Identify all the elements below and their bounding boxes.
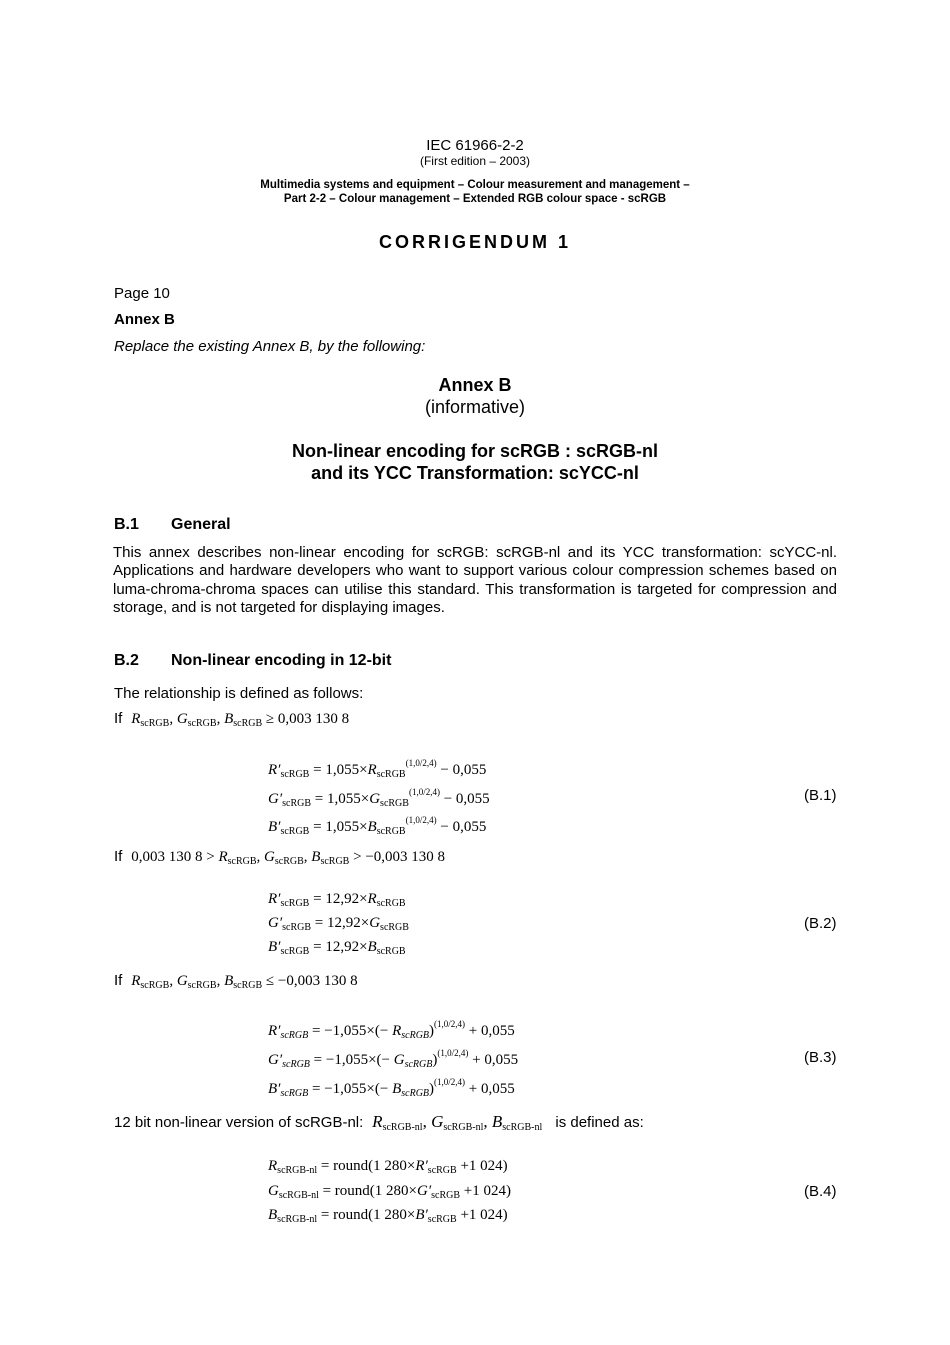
page-reference: Page 10	[114, 285, 170, 302]
eq-b3-g: $G'_{scRGB} = -1,055\times(- G_{scRGB})^{(1,0/2,4)} + 0,055$	[268, 1048, 519, 1070]
eq-number-b4: (B.4)	[804, 1183, 837, 1200]
condition-1	[114, 710, 349, 729]
eq-number-b3: (B.3)	[804, 1049, 837, 1066]
eq-b4-b: $B_{scRGB-nl}$ = round(1 $280\times B'_{scRGB} +1$ 024)	[268, 1207, 508, 1225]
eq-b3-r: $R'_{scRGB} = -1,055\times(- R_{scRGB})^{(1,0/2,4)} + 0,055$	[268, 1019, 515, 1041]
annex-reference: Annex B	[114, 311, 175, 328]
nl-intro-line	[114, 1112, 644, 1133]
eq-b2-b: $B'_{scRGB} = 12,92\times B_{scRGB}$	[268, 939, 406, 957]
relationship-intro: The relationship is defined as follows:	[114, 685, 364, 702]
section-b1-heading	[114, 516, 231, 534]
eq-b1-b: $B'_{scRGB} = 1,055\times B_{scRGB}^{(1,0/2,4)} - 0,055$	[268, 815, 487, 837]
annex-type: (informative)	[424, 397, 526, 417]
section-b2-heading	[114, 652, 391, 670]
standard-title-line2: Part 2-2 – Colour management – Extended RGB colour space - scRGB	[283, 193, 667, 205]
condition-2	[114, 848, 445, 867]
standard-title	[0, 178, 950, 206]
condition-3	[114, 972, 358, 991]
annex-heading: Annex B	[438, 375, 512, 395]
corrigendum-heading: CORRIGENDUM 1	[378, 232, 571, 252]
section-b1-title: General	[171, 516, 231, 533]
standard-title-line1: Multimedia systems and equipment – Colour measurement and management –	[260, 179, 690, 191]
eq-b1-g: $G'_{scRGB} = 1,055\times G_{scRGB}^{(1,0/2,4)} - 0,055$	[268, 787, 490, 809]
nl-variables: $R_{scRGB-nl}$, $G_{scRGB-nl}$, $B_{scRGB-nl}$	[372, 1112, 543, 1133]
annex-title	[0, 440, 950, 484]
standard-id: IEC 61966-2-2	[426, 137, 524, 154]
section-b2-number: B.2	[114, 652, 139, 669]
eq-b1-r: $R'_{scRGB} = 1,055\times R_{scRGB}^{(1,0/2,4)} - 0,055$	[268, 758, 487, 780]
annex-title-line1: Non-linear encoding for scRGB : scRGB-nl	[291, 441, 659, 461]
edition: (First edition – 2003)	[419, 154, 531, 168]
section-b1-number: B.1	[114, 516, 139, 533]
if-label: If	[114, 710, 123, 727]
eq-number-b2: (B.2)	[804, 915, 837, 932]
eq-b2-r: $R'_{scRGB} = 12,92\times R_{scRGB}$	[268, 891, 406, 909]
condition-1-expr: $R_{scRGB}$, $G_{scRGB}$, $B_{scRGB} \ge 0,003$ 130 8	[131, 711, 350, 729]
eq-b3-b: $B'_{scRGB} = -1,055\times(- B_{scRGB})^{(1,0/2,4)} + 0,055$	[268, 1077, 515, 1099]
section-b2-title: Non-linear encoding in 12-bit	[171, 652, 392, 669]
annex-title-line2: and its YCC Transformation: scYCC-nl	[311, 463, 639, 483]
if-label: If	[114, 848, 123, 865]
replace-instruction: Replace the existing Annex B, by the following:	[114, 338, 426, 355]
nl-outro-text: is defined as:	[555, 1114, 644, 1131]
section-b1-text: This annex describes non-linear encoding for scRGB: scRGB-nl and its YCC transformation: scYCC-nl. Applications and hardware developers who want to support various colour compression schemes based on luma-chroma-chroma spaces can utilise this standard. This transformation is targeted for compression and storage, and is not targeted for displaying images.	[113, 544, 837, 617]
eq-b4-g: $G_{scRGB-nl}$ = round(1 $280\times G'_{scRGB} +1$ 024)	[268, 1183, 512, 1201]
eq-b4-r: $R_{scRGB-nl}$ = round(1 $280\times R'_{scRGB} +1$ 024)	[268, 1158, 508, 1176]
condition-3-expr: $R_{scRGB}$, $G_{scRGB}$, $B_{scRGB} \le -0,003$ 130 8	[131, 973, 358, 991]
eq-b2-g: $G'_{scRGB} = 12,92\times G_{scRGB}$	[268, 915, 409, 933]
eq-number-b1: (B.1)	[804, 787, 837, 804]
condition-2-expr: 0,003 130 $8 > R_{scRGB}$, $G_{scRGB}$, $B_{scRGB} > -0,003$ 130 8	[131, 849, 446, 867]
nl-intro-text: 12 bit non-linear version of scRGB-nl:	[114, 1114, 364, 1131]
if-label: If	[114, 972, 123, 989]
